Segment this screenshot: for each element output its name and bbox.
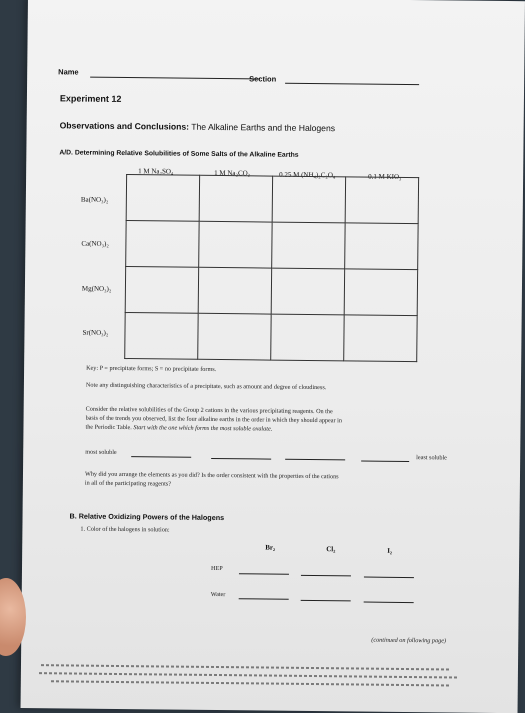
table-cell[interactable] — [345, 177, 418, 224]
observations-label: Observations and Conclusions: — [59, 120, 190, 132]
halogen-cl2: Cl₂ — [326, 545, 336, 554]
least-soluble-label: least soluble — [416, 454, 447, 462]
table-cell[interactable] — [199, 221, 272, 268]
row-label-ba: Ba(NO₃)₂ — [80, 195, 109, 204]
water-br2-blank[interactable] — [239, 598, 289, 600]
table-cell[interactable] — [126, 175, 199, 222]
halogen-i2: I₂ — [387, 546, 393, 555]
continued-note: (continued on following page) — [371, 636, 447, 645]
row-label-hep: HEP — [210, 564, 223, 573]
name-label: Name — [58, 67, 79, 77]
consider-line-1: Consider the relative solubilities of the Group 2 cations in the various precipitating reagents. On the — [85, 405, 333, 416]
note-text: Note any distinguishing characteristics of a precipitate, such as amount and degree of cloudiness. — [85, 381, 327, 392]
why-line-1: Why did you arrange the elements as you did? Is the order consistent with the properties of the cations — [84, 470, 339, 481]
table-row — [126, 221, 418, 270]
section-field-line[interactable] — [285, 83, 419, 85]
part-b-title: B. Relative Oxidizing Powers of the Halogens — [69, 511, 225, 523]
table-cell[interactable] — [271, 268, 344, 315]
part-ad-title: A/D. Determining Relative Solubilities of Some Salts of the Alkaline Earths — [59, 149, 299, 159]
observations-heading — [60, 120, 336, 133]
row-label-sr: Sr(NO₃)₂ — [82, 328, 109, 337]
order-blank-1[interactable] — [131, 456, 191, 458]
consider-line-3-italic: Start with the one which forms the most soluble oxalate. — [133, 424, 273, 433]
table-cell[interactable] — [272, 176, 345, 223]
bleed-through-line — [41, 664, 451, 670]
most-soluble-label: most soluble — [85, 448, 117, 456]
name-field-line[interactable] — [90, 77, 260, 80]
col-header-kio3: 0.1 M KIO₃ — [368, 172, 402, 181]
col-header-na2co3: 1 M Na₂CO₃ — [214, 168, 251, 178]
consider-line-3-text: the Periodic Table. — [85, 423, 132, 432]
order-blank-4[interactable] — [361, 461, 409, 463]
table-cell[interactable] — [345, 223, 418, 270]
section-label: Section — [249, 74, 277, 84]
part-b-item-1: 1. Color of the halogens in solution: — [80, 525, 170, 534]
solubility-table — [124, 174, 419, 362]
table-cell[interactable] — [125, 267, 198, 314]
bleed-through-line — [51, 680, 451, 686]
water-cl2-blank[interactable] — [301, 600, 351, 602]
bleed-through-line — [39, 672, 459, 678]
experiment-title: Experiment 12 — [59, 93, 122, 104]
table-cell[interactable] — [344, 315, 417, 362]
row-label-mg: Mg(NO₃)₂ — [81, 284, 112, 293]
row-label-water: Water — [210, 590, 226, 599]
col-header-oxalate: 0.25 M (NH₄)₂C₂O₄ — [279, 170, 336, 180]
table-cell[interactable] — [198, 313, 271, 360]
col-header-na2so4: 1 M Na₂SO₄ — [138, 167, 174, 176]
order-blank-3[interactable] — [285, 459, 345, 461]
hep-br2-blank[interactable] — [239, 573, 289, 575]
table-cell[interactable] — [126, 221, 199, 268]
table-cell[interactable] — [125, 313, 198, 360]
halogen-br2: Br₂ — [265, 543, 276, 552]
table-cell[interactable] — [344, 269, 417, 316]
why-line-2: in all of the participating reagents? — [84, 479, 172, 488]
why-paragraph — [85, 470, 465, 492]
table-row — [125, 267, 417, 316]
table-cell[interactable] — [272, 222, 345, 269]
observations-subject: The Alkaline Earths and the Halogens — [191, 121, 336, 134]
worksheet-page — [21, 0, 525, 713]
table-cell[interactable] — [199, 175, 272, 222]
key-text: Key: P = precipitate forms; S = no precipitate forms. — [86, 364, 217, 373]
table-row — [126, 175, 418, 224]
hep-cl2-blank[interactable] — [301, 575, 351, 577]
row-label-ca: Ca(NO₃)₂ — [81, 239, 109, 248]
consider-paragraph — [85, 405, 465, 436]
table-cell[interactable] — [271, 314, 344, 361]
hep-i2-blank[interactable] — [364, 577, 414, 579]
table-cell[interactable] — [198, 267, 271, 314]
order-blank-2[interactable] — [211, 458, 271, 460]
consider-line-2: basis of the trends you observed, list the four alkaline earths in the order in which they should appear in — [85, 414, 342, 425]
table-row — [125, 313, 417, 362]
water-i2-blank[interactable] — [364, 602, 414, 604]
